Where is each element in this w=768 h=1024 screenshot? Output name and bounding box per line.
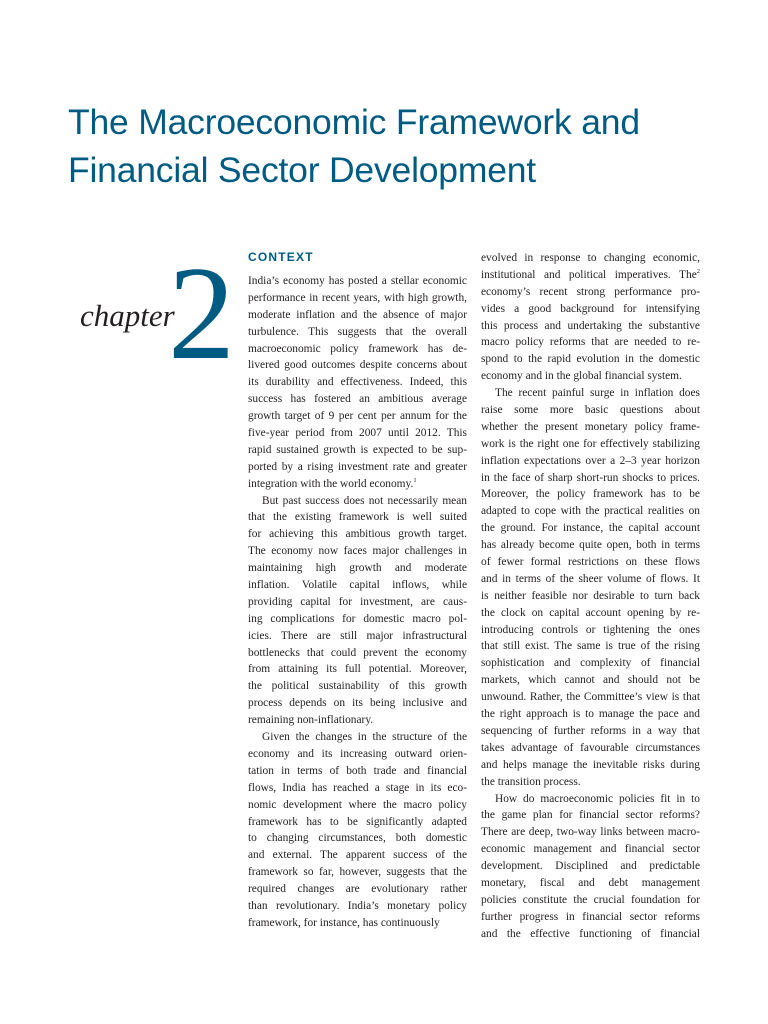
text-line: [481, 875, 700, 892]
text-line: [481, 486, 700, 503]
text-line-content: success has fostered an ambitious average: [248, 393, 467, 406]
text-line-content: sophistication and complexity of financial: [481, 657, 700, 670]
text-line: [248, 273, 467, 290]
text-line: [481, 334, 700, 351]
text-line-content: vides a good background for intensifying: [481, 302, 700, 315]
text-line: [248, 493, 467, 510]
text-line-content: introducing controls or tightening the ones: [481, 623, 700, 636]
text-line-content: economy and its increasing outward orien-: [248, 747, 467, 760]
text-line: [248, 324, 467, 341]
text-line: [481, 791, 700, 808]
text-line-content: growth target of 9 per cent per annum for the: [248, 410, 467, 423]
text-line-content: economy and in the global financial system.: [481, 370, 682, 383]
chapter-title: [68, 98, 728, 194]
text-line: [248, 898, 467, 915]
text-line-content: to changing circumstances, both domestic: [248, 832, 467, 845]
text-line-content: India’s economy has posted a stellar economic: [248, 275, 467, 287]
text-line: [248, 814, 467, 831]
text-line: [481, 520, 700, 537]
chapter-label: chapter: [80, 298, 175, 333]
text-line: [248, 915, 467, 932]
text-line-content: five-year period from 2007 until 2012. This: [248, 427, 467, 440]
text-line-content: and the effective functioning of financial: [481, 927, 700, 940]
text-line: [481, 740, 700, 757]
text-line-content: maintaining high growth and moderate: [248, 562, 467, 575]
text-line: [481, 807, 700, 824]
text-line-content: tation in terms of both trade and financial: [248, 764, 467, 777]
text-line-content: inflation. Volatile capital inflows, while: [248, 579, 467, 592]
text-line: [481, 470, 700, 487]
text-line-content: markets, which cannot and should not be: [481, 674, 700, 687]
text-line: [248, 408, 467, 425]
text-line: [481, 588, 700, 605]
footnote-mark: 1: [413, 476, 417, 484]
text-line-content: the political sustainability of this growth: [248, 680, 467, 693]
text-line-content: than revolutionary. India’s monetary policy: [248, 899, 467, 912]
text-line: [481, 351, 700, 368]
text-line: [481, 824, 700, 841]
text-line-content: the transition process.: [481, 775, 581, 788]
text-line: [248, 611, 467, 628]
text-line: [481, 318, 700, 335]
text-line: [248, 509, 467, 526]
text-line: [248, 661, 467, 678]
text-line: [248, 645, 467, 662]
text-line-content: development. Disciplined and predictable: [481, 860, 700, 873]
text-line-content: macro policy reforms that are needed to re-: [481, 336, 700, 349]
text-line-content: But past success does not necessarily mean: [262, 494, 467, 507]
section-heading: CONTEXT: [248, 250, 314, 264]
text-line-content: economy’s recent strong performance pro-: [481, 285, 700, 298]
text-line: [481, 250, 700, 267]
text-line-content: from attaining its full potential. Moreover,: [248, 663, 467, 676]
text-line: [481, 757, 700, 774]
text-line: [248, 425, 467, 442]
text-line: [248, 560, 467, 577]
text-line-content: this process and undertaking the substantive: [481, 319, 700, 332]
text-line-content: macroeconomic policy framework has de-: [248, 342, 467, 355]
text-line-content: ported by a rising investment rate and greater: [248, 460, 467, 473]
text-line-content: the ground. For instance, the capital account: [481, 522, 700, 535]
text-line-content: the clock on capital account opening by re-: [481, 606, 700, 619]
text-line: [481, 841, 700, 858]
text-line: [248, 881, 467, 898]
text-line-content: framework, for instance, has continuously: [248, 916, 440, 929]
text-line: [248, 476, 467, 493]
text-line: [248, 543, 467, 560]
text-line: [248, 780, 467, 797]
text-line: [248, 797, 467, 814]
text-line: [248, 847, 467, 864]
text-line-content: of fewer formal restrictions on these flows: [481, 556, 700, 569]
text-line: [481, 926, 700, 943]
text-line-content: that the existing framework is well suited: [248, 511, 467, 524]
text-line-content: process depends on its being inclusive and: [248, 697, 467, 710]
text-line-content: livered good outcomes despite concerns about: [248, 359, 467, 372]
text-line: [248, 374, 467, 391]
text-line: [481, 638, 700, 655]
text-line: [481, 436, 700, 453]
chapter-title-line-2: Financial Sector Development: [68, 150, 536, 190]
text-line: [481, 368, 700, 385]
footnote-mark: 2: [696, 268, 700, 276]
text-line-content: that still exist. The same is true of the rising: [481, 640, 700, 653]
text-line-content: in the face of sharp short-run shocks to prices.: [481, 471, 700, 484]
text-column-left: [248, 250, 467, 932]
text-line-content: raise some more basic questions about: [481, 404, 700, 417]
text-line-content: remaining non-inflationary.: [248, 714, 374, 727]
text-line-content: policies constitute the crucial foundation for: [481, 893, 700, 906]
text-line-content: evolved in response to changing economic,: [481, 252, 700, 264]
text-line: [248, 830, 467, 847]
text-line: [481, 909, 700, 926]
text-line: [481, 537, 700, 554]
text-line: [481, 554, 700, 571]
text-line-content: icies. There are still major infrastructural: [248, 629, 467, 642]
text-line-content: work is the right one for effectively stabilizing: [481, 437, 700, 450]
text-line: [248, 594, 467, 611]
text-line: [248, 290, 467, 307]
text-line: [481, 419, 700, 436]
text-line: [481, 267, 700, 284]
text-line-content: whether the present monetary policy frame-: [481, 420, 700, 433]
text-line-content: monetary, fiscal and debt management: [481, 876, 700, 889]
text-line: [481, 503, 700, 520]
text-line-content: spond to the rapid evolution in the domestic: [481, 353, 700, 366]
text-line-content: has already become quite open, both in terms: [481, 539, 700, 552]
text-line-content: unwound. Rather, the Committee’s view is that: [481, 691, 700, 704]
text-line: [248, 526, 467, 543]
text-line: [248, 695, 467, 712]
text-line-content: Given the changes in the structure of the: [262, 731, 467, 744]
text-line: [248, 628, 467, 645]
text-line-content: The economy now faces major challenges in: [248, 545, 467, 558]
text-line-content: inflation expectations over a 2–3 year horizon: [481, 454, 700, 467]
text-line: [481, 689, 700, 706]
text-line-content: is neither feasible nor desirable to turn back: [481, 589, 700, 602]
text-line: [481, 385, 700, 402]
text-line: [248, 391, 467, 408]
chapter-title-line-1: The Macroeconomic Framework and: [68, 102, 640, 142]
text-line-content: institutional and political imperatives. The: [481, 268, 697, 281]
text-line: [481, 622, 700, 639]
text-line: [481, 706, 700, 723]
text-line-content: sequencing of further reforms in a way that: [481, 724, 700, 737]
text-line: [481, 284, 700, 301]
text-line: [481, 453, 700, 470]
text-line-content: required changes are evolutionary rather: [248, 883, 467, 896]
text-line-content: ing complications for domestic macro pol-: [248, 612, 467, 625]
text-line-content: and external. The apparent success of the: [248, 849, 467, 862]
text-line-content: framework so far, however, suggests that the: [248, 866, 467, 879]
text-line-content: framework has to be significantly adapted: [248, 815, 467, 828]
text-line-content: the game plan for financial sector reforms?: [481, 809, 700, 822]
text-line: [248, 341, 467, 358]
text-line-content: flows, India has reached a stage in its eco-: [248, 781, 467, 794]
text-line-content: the right approach is to manage the pace and: [481, 708, 700, 721]
text-line-content: economic management and financial sector: [481, 843, 700, 856]
chapter-number: 2: [168, 239, 235, 387]
text-line-content: and in terms of the sheer volume of flows. It: [481, 572, 700, 585]
text-line-content: The recent painful surge in inflation does: [495, 387, 700, 400]
text-line: [481, 774, 700, 791]
text-line-content: takes advantage of favourable circumstances: [481, 741, 700, 754]
text-line-content: rapid sustained growth is expected to be sup-: [248, 443, 467, 456]
text-line: [248, 442, 467, 459]
text-line: [481, 892, 700, 909]
text-line-content: There are deep, two-way links between macro-: [481, 826, 700, 839]
text-line-content: How do macroeconomic policies fit in to: [495, 792, 700, 805]
text-line-content: bottlenecks that could prevent the economy: [248, 646, 467, 659]
text-line: [248, 763, 467, 780]
text-line-content: for achieving this ambitious growth target.: [248, 528, 467, 541]
text-line: [248, 678, 467, 695]
text-line: [481, 723, 700, 740]
text-line: [481, 655, 700, 672]
text-line-content: further progress in financial sector reforms: [481, 910, 700, 923]
text-line: [481, 605, 700, 622]
text-line-content: and helps manage the inevitable risks during: [481, 758, 700, 771]
left-column-body: [248, 273, 467, 932]
text-line: [248, 307, 467, 324]
text-line-content: nomic development where the macro policy: [248, 798, 467, 811]
text-line-content: integration with the world economy.: [248, 477, 414, 490]
text-column-right: [481, 250, 700, 943]
text-line: [248, 712, 467, 729]
text-line-content: turbulence. This suggests that the overall: [248, 325, 467, 338]
text-line-content: performance in recent years, with high growth,: [248, 291, 467, 304]
text-line: [248, 746, 467, 763]
text-line: [248, 357, 467, 374]
text-line-content: its durability and effectiveness. Indeed, this: [248, 376, 467, 389]
text-line: [248, 729, 467, 746]
text-line: [248, 864, 467, 881]
text-line-content: adapted to cope with the practical realities on: [481, 505, 700, 518]
text-line: [248, 459, 467, 476]
text-line-content: moderate inflation and the absence of major: [248, 308, 467, 321]
text-line: [481, 858, 700, 875]
text-line: [248, 577, 467, 594]
text-line: [481, 571, 700, 588]
text-line: [481, 402, 700, 419]
text-line-content: providing capital for investment, are caus-: [248, 595, 467, 608]
right-column-body: [481, 250, 700, 943]
text-line: [481, 301, 700, 318]
text-line: [481, 672, 700, 689]
text-line-content: Moreover, the policy framework has to be: [481, 488, 700, 501]
